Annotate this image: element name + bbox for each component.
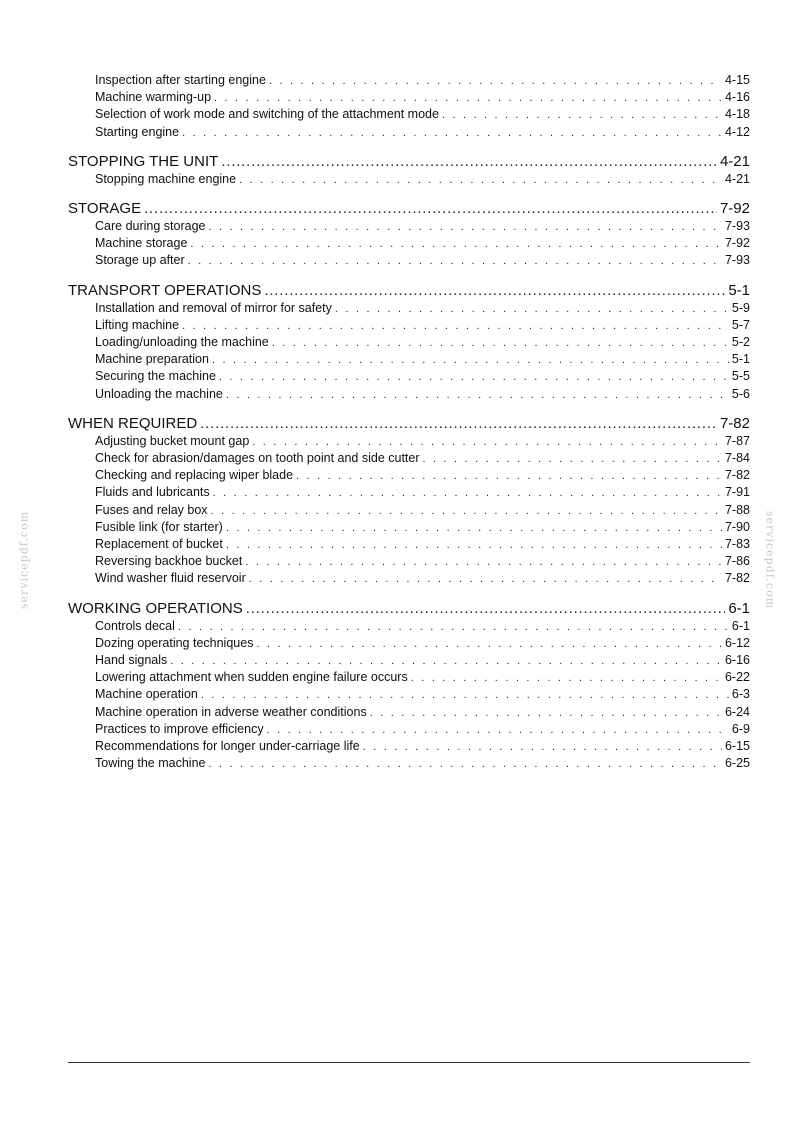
toc-entry[interactable]	[68, 704, 750, 721]
toc-entry[interactable]	[68, 72, 750, 89]
entry-page-number: 6-15	[724, 739, 750, 754]
entry-label: Securing the machine	[95, 369, 216, 384]
toc-entry[interactable]	[68, 433, 750, 450]
section-page-number: 4-21	[719, 152, 750, 170]
toc-section-heading[interactable]	[68, 600, 750, 618]
toc-entry[interactable]	[68, 351, 750, 368]
section-title: WHEN REQUIRED	[68, 414, 198, 432]
entry-page-number: 6-1	[731, 618, 750, 633]
leader-dots	[211, 503, 722, 519]
toc-entry[interactable]	[68, 386, 750, 403]
section-title: STORAGE	[68, 200, 142, 218]
leader-dots	[144, 200, 717, 218]
entry-page-number: 6-24	[724, 704, 750, 719]
leader-dots	[213, 485, 722, 501]
entry-label: Wind washer fluid reservoir	[95, 571, 246, 586]
leader-dots	[252, 434, 722, 450]
leader-dots	[212, 352, 729, 368]
toc-section	[68, 415, 750, 588]
leader-dots	[188, 253, 722, 269]
leader-dots	[442, 107, 722, 123]
entry-page-number: 5-2	[731, 335, 750, 350]
leader-dots	[226, 520, 722, 536]
entry-label: Installation and removal of mirror for safety	[95, 300, 332, 315]
toc-entry[interactable]	[68, 519, 750, 536]
leader-dots	[219, 369, 729, 385]
leader-dots	[245, 554, 722, 570]
entry-label: Machine warming-up	[95, 90, 212, 105]
leader-dots	[208, 756, 721, 772]
toc-section-heading[interactable]	[68, 200, 750, 218]
toc-entry[interactable]	[68, 669, 750, 686]
watermark-left: servicepdf.com	[17, 510, 31, 610]
entry-page-number: 4-15	[724, 73, 750, 87]
toc-entry[interactable]	[68, 124, 750, 141]
entry-label: Checking and replacing wiper blade	[95, 468, 294, 483]
entry-page-number: 7-93	[724, 219, 750, 234]
toc-entry[interactable]	[68, 618, 750, 635]
entry-page-number: 6-3	[731, 687, 750, 702]
entry-label: Inspection after starting engine	[95, 73, 266, 87]
entry-label: Fuses and relay box	[95, 502, 208, 517]
leader-dots	[269, 73, 722, 89]
leader-dots	[178, 619, 729, 635]
leader-dots	[221, 153, 717, 171]
toc-entry[interactable]	[68, 652, 750, 669]
toc-entry[interactable]	[68, 235, 750, 252]
leader-dots	[256, 636, 722, 652]
entry-page-number: 7-82	[724, 468, 750, 483]
section-page-number: 7-92	[719, 200, 750, 218]
toc-section	[68, 72, 750, 141]
entry-label: Machine operation	[95, 687, 198, 702]
toc-entry[interactable]	[68, 317, 750, 334]
toc-section	[68, 153, 750, 188]
entry-page-number: 7-92	[724, 236, 750, 251]
entry-page-number: 7-93	[724, 253, 750, 268]
entry-page-number: 7-90	[724, 519, 750, 534]
toc-entry[interactable]	[68, 171, 750, 188]
leader-dots	[170, 653, 722, 669]
leader-dots	[190, 236, 722, 252]
toc-entry[interactable]	[68, 252, 750, 269]
entry-label: Selection of work mode and switching of the attachment mode	[95, 107, 439, 122]
leader-dots	[267, 722, 729, 738]
toc-entry[interactable]	[68, 738, 750, 755]
entry-label: Replacement of bucket	[95, 537, 223, 552]
entry-label: Reversing backhoe bucket	[95, 554, 243, 569]
section-title: WORKING OPERATIONS	[68, 599, 243, 617]
entry-page-number: 6-25	[724, 756, 750, 771]
toc-section	[68, 282, 750, 403]
toc-entry[interactable]	[68, 502, 750, 519]
leader-dots	[239, 172, 722, 188]
section-page-number: 7-82	[719, 414, 750, 432]
entry-page-number: 5-9	[731, 300, 750, 315]
toc-entry[interactable]	[68, 484, 750, 501]
section-page-number: 5-1	[728, 281, 750, 299]
leader-dots	[264, 282, 725, 300]
leader-dots	[182, 125, 722, 141]
toc-entry[interactable]	[68, 570, 750, 587]
leader-dots	[214, 90, 722, 106]
entry-label: Care during storage	[95, 219, 206, 234]
entry-label: Stopping machine engine	[95, 171, 237, 186]
leader-dots	[370, 705, 722, 721]
entry-page-number: 6-22	[724, 670, 750, 685]
entry-label: Machine preparation	[95, 352, 209, 367]
toc-section-heading[interactable]	[68, 282, 750, 300]
entry-page-number: 5-5	[731, 369, 750, 384]
entry-label: Adjusting bucket mount gap	[95, 433, 250, 448]
leader-dots	[182, 318, 729, 334]
entry-label: Lowering attachment when sudden engine failure occurs	[95, 670, 408, 685]
entry-page-number: 5-6	[731, 386, 750, 401]
toc-section	[68, 600, 750, 773]
entry-page-number: 7-91	[724, 485, 750, 500]
section-title: TRANSPORT OPERATIONS	[68, 281, 262, 299]
leader-dots	[335, 301, 729, 317]
entry-label: Storage up after	[95, 253, 185, 268]
leader-dots	[246, 600, 726, 618]
leader-dots	[411, 670, 722, 686]
section-title: STOPPING THE UNIT	[68, 152, 219, 170]
toc-entry[interactable]	[68, 218, 750, 235]
leader-dots	[363, 739, 722, 755]
toc-entry[interactable]	[68, 755, 750, 772]
entry-page-number: 6-12	[724, 635, 750, 650]
entry-label: Controls decal	[95, 618, 175, 633]
leader-dots	[200, 415, 717, 433]
leader-dots	[208, 219, 721, 235]
entry-page-number: 4-18	[724, 107, 750, 122]
entry-page-number: 4-21	[724, 171, 750, 186]
entry-label: Machine storage	[95, 236, 188, 251]
toc-section-heading[interactable]	[68, 153, 750, 171]
entry-page-number: 7-88	[724, 502, 750, 517]
entry-page-number: 7-86	[724, 554, 750, 569]
entry-label: Fusible link (for starter)	[95, 519, 223, 534]
toc-entry[interactable]	[68, 89, 750, 106]
toc-entry[interactable]	[68, 721, 750, 738]
entry-label: Hand signals	[95, 653, 168, 668]
toc-entry[interactable]	[68, 368, 750, 385]
entry-page-number: 7-82	[724, 571, 750, 586]
toc-entry[interactable]	[68, 300, 750, 317]
entry-page-number: 5-7	[731, 317, 750, 332]
entry-label: Machine operation in adverse weather conditions	[95, 704, 367, 719]
toc-entry[interactable]	[68, 686, 750, 703]
leader-dots	[296, 468, 722, 484]
entry-label: Unloading the machine	[95, 386, 223, 401]
entry-page-number: 7-87	[724, 433, 750, 448]
footer-rule	[68, 1062, 750, 1063]
toc-section	[68, 200, 750, 270]
toc-entry[interactable]	[68, 536, 750, 553]
toc-entry[interactable]	[68, 635, 750, 652]
section-page-number: 6-1	[728, 599, 750, 617]
entry-label: Lifting machine	[95, 317, 180, 332]
entry-page-number: 6-9	[731, 721, 750, 736]
leader-dots	[249, 571, 722, 587]
toc-entry[interactable]	[68, 106, 750, 123]
entry-label: Recommendations for longer under-carriage life	[95, 739, 360, 754]
entry-label: Practices to improve efficiency	[95, 721, 264, 736]
entry-page-number: 6-16	[724, 653, 750, 668]
entry-label: Towing the machine	[95, 756, 206, 771]
entry-label: Starting engine	[95, 124, 180, 139]
leader-dots	[423, 451, 722, 467]
table-of-contents	[68, 72, 750, 785]
entry-label: Loading/unloading the machine	[95, 335, 269, 350]
leader-dots	[226, 537, 722, 553]
toc-entry[interactable]	[68, 334, 750, 351]
toc-section-heading[interactable]	[68, 415, 750, 433]
entry-page-number: 7-83	[724, 537, 750, 552]
entry-label: Dozing operating techniques	[95, 635, 254, 650]
entry-page-number: 7-84	[724, 451, 750, 466]
entry-label: Fluids and lubricants	[95, 485, 210, 500]
entry-page-number: 4-16	[724, 90, 750, 105]
toc-entry[interactable]	[68, 450, 750, 467]
entry-page-number: 4-12	[724, 124, 750, 139]
toc-entry[interactable]	[68, 553, 750, 570]
watermark-right: servicepdf.com	[763, 510, 777, 610]
leader-dots	[201, 687, 729, 703]
leader-dots	[272, 335, 729, 351]
leader-dots	[226, 387, 729, 403]
toc-entry[interactable]	[68, 467, 750, 484]
entry-label: Check for abrasion/damages on tooth point and side cutter	[95, 451, 420, 466]
entry-page-number: 5-1	[731, 352, 750, 367]
